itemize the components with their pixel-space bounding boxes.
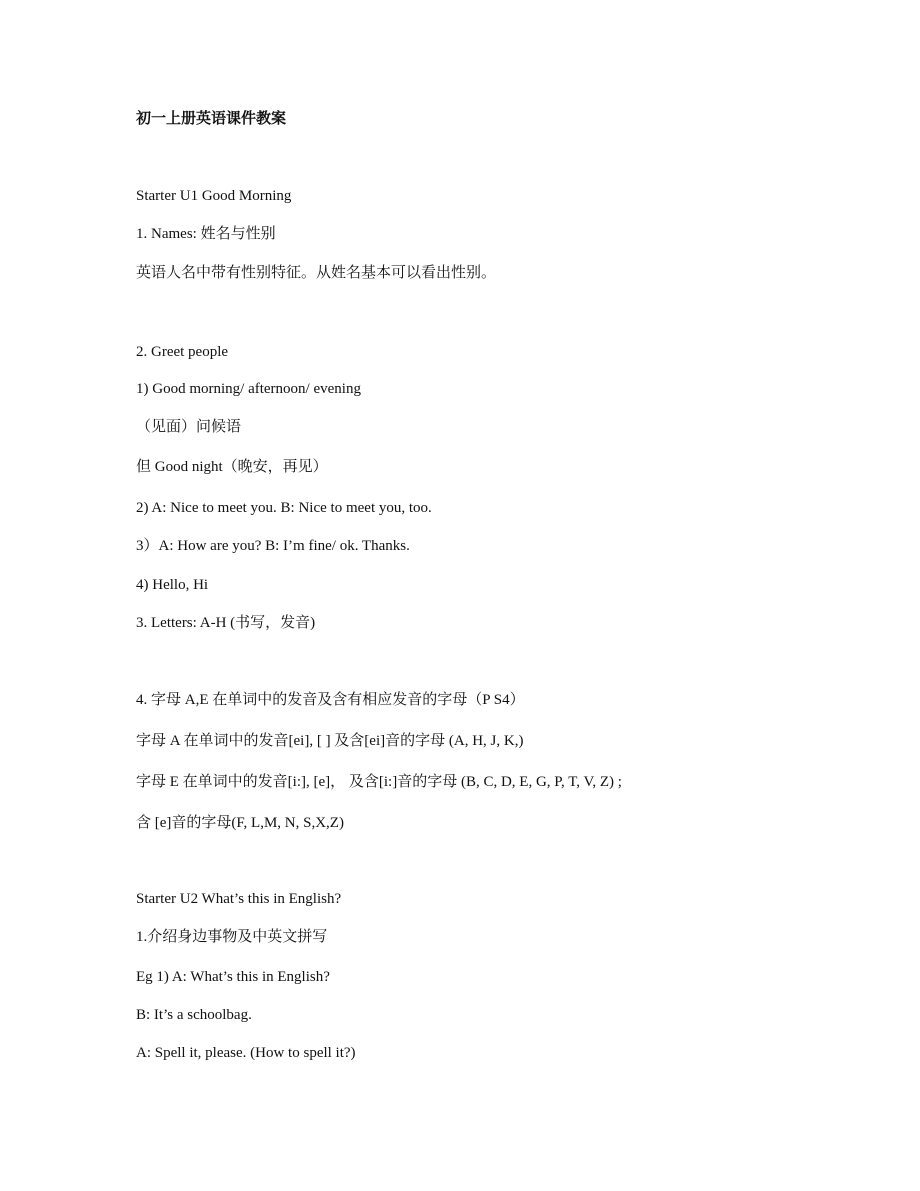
text-line: 1.介绍身边事物及中英文拼写 [136, 929, 328, 945]
text-line: 2) A: Nice to meet you. B: Nice to meet you, too. [136, 500, 432, 516]
text-line: 4. 字母 A,E 在单词中的发音及含有相应发音的字母（P S4） [136, 692, 525, 708]
unit-heading: Starter U1 Good Morning [136, 188, 292, 204]
text-line: 2. Greet people [136, 344, 229, 360]
text-line: 但 Good night（晚安，再见） [136, 459, 328, 475]
text-line: 3）A: How are you? B: I’m fine/ ok. Thanks. [136, 538, 410, 554]
text-line: A: Spell it, please. (How to spell it?) [136, 1045, 356, 1061]
document-title: 初一上册英语课件教案 [136, 109, 287, 127]
text-line: 4) Hello, Hi [136, 577, 209, 593]
unit-heading: Starter U2 What’s this in English? [136, 891, 342, 907]
text-line: （见面）问候语 [136, 419, 242, 435]
text-line: 字母 A 在单词中的发音[ei], [ ] 及含[ei]音的字母 (A, H, J, K,) [136, 733, 524, 749]
text-line: Eg 1) A: What’s this in English? [136, 969, 330, 985]
text-line: 3. Letters: A-H (书写，发音) [136, 615, 316, 631]
text-line: 1. Names: 姓名与性别 [136, 226, 276, 242]
text-line: 含 [e]音的字母(F, L,M, N, S,X,Z) [136, 815, 344, 831]
text-line: 字母 E 在单词中的发音[i:], [e]， 及含[i:]音的字母 (B, C, D, E, G, P, T, V, Z) ; [136, 774, 622, 790]
text-line: 1) Good morning/ afternoon/ evening [136, 381, 361, 397]
text-line: B: It’s a schoolbag. [136, 1007, 252, 1023]
text-line: 英语人名中带有性别特征。从姓名基本可以看出性别。 [136, 265, 497, 281]
